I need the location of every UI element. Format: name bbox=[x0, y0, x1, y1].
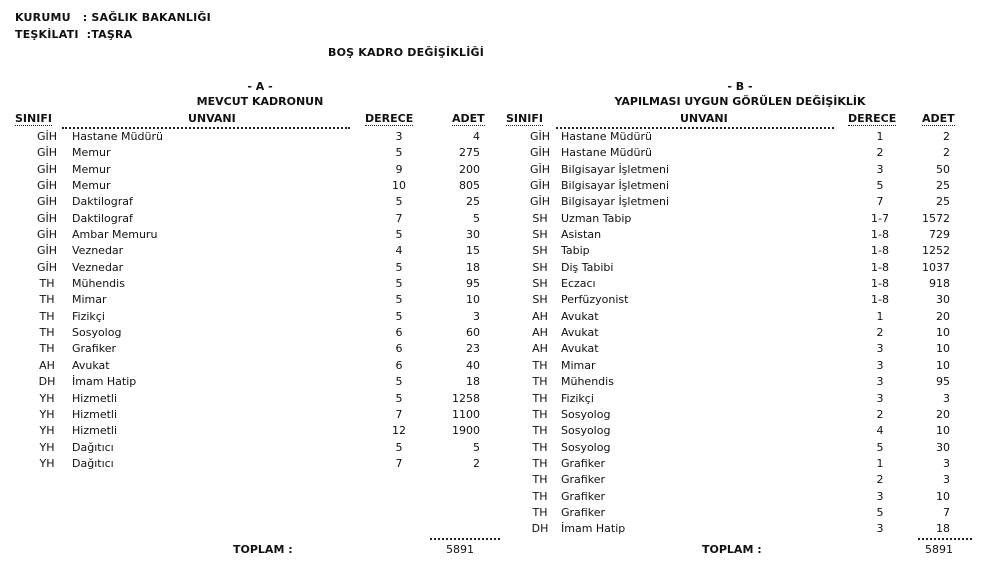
row-derece: 1-8 bbox=[871, 293, 889, 307]
row-sinifi: GİH bbox=[36, 130, 58, 143]
row-unvani: Grafiker bbox=[561, 505, 605, 519]
row-derece: 1-7 bbox=[871, 211, 889, 225]
row-sinifi: GİH bbox=[36, 162, 58, 176]
table-row bbox=[500, 292, 1000, 308]
row-derece: 5 bbox=[395, 277, 403, 291]
row-derece: 3 bbox=[395, 130, 403, 143]
row-unvani: Sosyolog bbox=[561, 407, 611, 421]
row-sinifi: YH bbox=[39, 391, 55, 405]
row-derece: 3 bbox=[876, 342, 884, 356]
row-unvani: Hastane Müdürü bbox=[561, 146, 652, 160]
row-sinifi: GİH bbox=[529, 162, 551, 176]
table-row bbox=[500, 243, 1000, 259]
row-unvani: Sosyolog bbox=[561, 424, 611, 438]
row-unvani: Mühendis bbox=[72, 277, 125, 291]
row-sinifi: GİH bbox=[529, 130, 551, 143]
row-unvani: Hizmetli bbox=[72, 407, 118, 421]
table-row bbox=[0, 260, 500, 276]
section-a-marker: - A - bbox=[247, 80, 273, 93]
row-derece: 10 bbox=[392, 179, 406, 193]
row-sinifi: TH bbox=[532, 424, 548, 438]
row-unvani: Uzman Tabip bbox=[561, 211, 632, 225]
row-adet: 50 bbox=[936, 162, 950, 176]
row-adet: 5 bbox=[473, 211, 480, 225]
table-row bbox=[0, 309, 500, 325]
teskilat-label: TEŞKİLATI bbox=[15, 28, 79, 41]
row-derece: 5 bbox=[395, 309, 403, 323]
row-unvani: Grafiker bbox=[72, 342, 116, 356]
row-sinifi: AH bbox=[532, 326, 548, 340]
col-a-derece: DERECE bbox=[365, 112, 414, 125]
row-derece: 2 bbox=[876, 407, 884, 421]
row-adet: 2 bbox=[943, 146, 950, 160]
row-sinifi: YH bbox=[39, 424, 55, 438]
row-derece: 5 bbox=[395, 440, 403, 454]
row-sinifi: GİH bbox=[36, 244, 58, 258]
row-unvani: Hizmetli bbox=[72, 391, 118, 405]
section-b-title: YAPILMASI UYGUN GÖRÜLEN DEĞİŞİKLİK bbox=[614, 95, 866, 108]
row-unvani: Hastane Müdürü bbox=[72, 130, 163, 143]
table-row bbox=[500, 391, 1000, 407]
table-row bbox=[500, 325, 1000, 341]
row-sinifi: GİH bbox=[529, 195, 551, 209]
row-unvani: Grafiker bbox=[561, 489, 605, 503]
row-sinifi: SH bbox=[532, 211, 548, 225]
row-sinifi: YH bbox=[39, 456, 55, 470]
row-sinifi: SH bbox=[532, 228, 548, 242]
row-unvani: Veznedar bbox=[72, 260, 124, 274]
row-derece: 4 bbox=[395, 244, 403, 258]
row-derece: 5 bbox=[395, 260, 403, 274]
row-adet: 20 bbox=[936, 407, 950, 421]
row-adet: 10 bbox=[936, 326, 950, 340]
row-unvani: Memur bbox=[72, 146, 111, 160]
section-a-title: MEVCUT KADRONUN bbox=[196, 95, 324, 108]
row-derece: 4 bbox=[876, 424, 884, 438]
row-adet: 918 bbox=[929, 277, 950, 291]
kurum-line bbox=[15, 11, 211, 24]
row-sinifi: TH bbox=[532, 505, 548, 519]
row-unvani: Fizikçi bbox=[72, 309, 105, 323]
table-row bbox=[500, 227, 1000, 243]
row-derece: 1 bbox=[876, 309, 884, 323]
row-adet: 805 bbox=[459, 179, 480, 193]
table-row bbox=[0, 243, 500, 259]
table-row bbox=[500, 145, 1000, 161]
document-title: BOŞ KADRO DEĞİŞİKLİĞİ bbox=[328, 46, 485, 59]
row-adet: 729 bbox=[929, 228, 950, 242]
table-row bbox=[0, 391, 500, 407]
row-derece: 3 bbox=[876, 522, 884, 536]
row-sinifi: GİH bbox=[36, 260, 58, 274]
row-unvani: İmam Hatip bbox=[72, 375, 137, 389]
row-sinifi: TH bbox=[532, 375, 548, 389]
row-sinifi: GİH bbox=[36, 195, 58, 209]
row-derece: 1 bbox=[876, 130, 884, 143]
row-sinifi: GİH bbox=[36, 146, 58, 160]
table-row bbox=[0, 178, 500, 194]
table-row bbox=[0, 211, 500, 227]
row-adet: 25 bbox=[466, 195, 480, 209]
row-derece: 5 bbox=[395, 375, 403, 389]
row-adet: 30 bbox=[936, 440, 950, 454]
table-row bbox=[500, 178, 1000, 194]
table-row bbox=[0, 276, 500, 292]
table-row bbox=[0, 194, 500, 210]
row-adet: 18 bbox=[466, 375, 480, 389]
table-row bbox=[500, 374, 1000, 390]
row-adet: 40 bbox=[466, 358, 480, 372]
row-sinifi: TH bbox=[532, 358, 548, 372]
section-b-marker: - B - bbox=[727, 80, 753, 93]
section-a-total-rule bbox=[430, 538, 500, 540]
row-adet: 60 bbox=[466, 326, 480, 340]
row-sinifi: DH bbox=[38, 375, 56, 389]
table-row bbox=[0, 341, 500, 357]
row-adet: 10 bbox=[936, 358, 950, 372]
row-sinifi: SH bbox=[532, 293, 548, 307]
row-unvani: Daktilograf bbox=[72, 211, 133, 225]
table-row bbox=[500, 162, 1000, 178]
table-row bbox=[500, 260, 1000, 276]
row-derece: 9 bbox=[395, 162, 403, 176]
row-unvani: Grafiker bbox=[561, 473, 605, 487]
row-adet: 10 bbox=[936, 489, 950, 503]
table-row bbox=[0, 145, 500, 161]
row-sinifi: TH bbox=[532, 456, 548, 470]
row-adet: 10 bbox=[466, 293, 480, 307]
row-unvani: Memur bbox=[72, 162, 111, 176]
row-sinifi: TH bbox=[39, 309, 55, 323]
row-derece: 2 bbox=[876, 473, 884, 487]
table-row bbox=[0, 358, 500, 374]
row-sinifi: YH bbox=[39, 407, 55, 421]
col-a-sinifi: SINIFI bbox=[15, 112, 52, 125]
row-adet: 25 bbox=[936, 179, 950, 193]
row-adet: 18 bbox=[936, 522, 950, 536]
row-unvani: Veznedar bbox=[72, 244, 124, 258]
row-adet: 3 bbox=[943, 473, 950, 487]
section-b-table bbox=[500, 129, 1000, 538]
row-sinifi: AH bbox=[532, 309, 548, 323]
row-unvani: Ambar Memuru bbox=[72, 228, 158, 242]
table-row bbox=[0, 423, 500, 439]
row-unvani: Dağıtıcı bbox=[72, 456, 114, 470]
row-unvani: Asistan bbox=[561, 228, 602, 242]
row-derece: 3 bbox=[876, 391, 884, 405]
row-sinifi: TH bbox=[39, 277, 55, 291]
row-unvani: Perfüzyonist bbox=[561, 293, 629, 307]
row-adet: 7 bbox=[943, 505, 950, 519]
row-unvani: Diş Tabibi bbox=[561, 260, 614, 274]
table-row bbox=[500, 309, 1000, 325]
table-row bbox=[500, 276, 1000, 292]
col-b-adet: ADET bbox=[922, 112, 955, 125]
row-unvani: Avukat bbox=[561, 342, 599, 356]
table-row bbox=[500, 129, 1000, 145]
row-sinifi: YH bbox=[39, 440, 55, 454]
row-adet: 1900 bbox=[452, 424, 480, 438]
kurum-label: KURUMU bbox=[15, 11, 71, 24]
row-unvani: Daktilograf bbox=[72, 195, 133, 209]
table-row bbox=[500, 521, 1000, 537]
row-sinifi: TH bbox=[39, 293, 55, 307]
table-row bbox=[0, 129, 500, 145]
row-derece: 6 bbox=[395, 326, 403, 340]
table-row bbox=[0, 407, 500, 423]
row-adet: 18 bbox=[466, 260, 480, 274]
row-adet: 1572 bbox=[922, 211, 950, 225]
row-sinifi: TH bbox=[532, 489, 548, 503]
row-sinifi: GİH bbox=[36, 228, 58, 242]
row-adet: 275 bbox=[459, 146, 480, 160]
row-derece: 6 bbox=[395, 342, 403, 356]
table-row bbox=[500, 358, 1000, 374]
row-unvani: Grafiker bbox=[561, 456, 605, 470]
col-b-unvani: UNVANI bbox=[680, 112, 728, 125]
row-derece: 7 bbox=[395, 456, 403, 470]
row-adet: 5 bbox=[473, 440, 480, 454]
row-derece: 6 bbox=[395, 358, 403, 372]
row-unvani: Eczacı bbox=[561, 277, 596, 291]
row-derece: 7 bbox=[395, 407, 403, 421]
row-adet: 3 bbox=[943, 391, 950, 405]
row-derece: 5 bbox=[876, 505, 884, 519]
table-row bbox=[500, 489, 1000, 505]
row-derece: 2 bbox=[876, 146, 884, 160]
table-row bbox=[0, 374, 500, 390]
row-derece: 1-8 bbox=[871, 260, 889, 274]
row-derece: 1-8 bbox=[871, 277, 889, 291]
row-adet: 2 bbox=[473, 456, 480, 470]
row-sinifi: GİH bbox=[36, 211, 58, 225]
row-derece: 3 bbox=[876, 489, 884, 503]
row-derece: 1-8 bbox=[871, 244, 889, 258]
row-adet: 25 bbox=[936, 195, 950, 209]
table-row bbox=[500, 472, 1000, 488]
row-unvani: Avukat bbox=[561, 309, 599, 323]
row-sinifi: GİH bbox=[529, 146, 551, 160]
row-derece: 7 bbox=[876, 195, 884, 209]
table-row bbox=[0, 456, 500, 472]
row-adet: 2 bbox=[943, 130, 950, 143]
row-sinifi: SH bbox=[532, 260, 548, 274]
table-row bbox=[0, 162, 500, 178]
row-unvani: Fizikçi bbox=[561, 391, 594, 405]
col-a-adet: ADET bbox=[452, 112, 485, 125]
section-b-total-value: 5891 bbox=[925, 543, 953, 556]
row-adet: 95 bbox=[466, 277, 480, 291]
row-derece: 3 bbox=[876, 358, 884, 372]
row-adet: 1037 bbox=[922, 260, 950, 274]
section-a-total-label: TOPLAM : bbox=[233, 543, 293, 556]
row-sinifi: TH bbox=[532, 407, 548, 421]
section-b-total-label: TOPLAM : bbox=[702, 543, 762, 556]
section-b-total-rule bbox=[918, 538, 972, 540]
table-row bbox=[500, 456, 1000, 472]
row-sinifi: TH bbox=[39, 342, 55, 356]
row-unvani: Avukat bbox=[72, 358, 110, 372]
row-unvani: Memur bbox=[72, 179, 111, 193]
row-adet: 95 bbox=[936, 375, 950, 389]
row-adet: 10 bbox=[936, 424, 950, 438]
row-adet: 3 bbox=[473, 309, 480, 323]
table-row bbox=[500, 440, 1000, 456]
row-unvani: Bilgisayar İşletmeni bbox=[561, 195, 670, 209]
row-sinifi: DH bbox=[531, 522, 549, 536]
row-unvani: Mühendis bbox=[561, 375, 614, 389]
row-adet: 200 bbox=[459, 162, 480, 176]
row-unvani: Mimar bbox=[561, 358, 596, 372]
row-adet: 30 bbox=[466, 228, 480, 242]
table-row bbox=[500, 341, 1000, 357]
row-adet: 15 bbox=[466, 244, 480, 258]
teskilat-line bbox=[15, 28, 132, 41]
row-derece: 5 bbox=[395, 146, 403, 160]
row-unvani: Hastane Müdürü bbox=[561, 130, 652, 143]
row-unvani: Hizmetli bbox=[72, 424, 118, 438]
row-derece: 5 bbox=[395, 195, 403, 209]
col-a-unvani: UNVANI bbox=[188, 112, 236, 125]
row-derece: 5 bbox=[876, 440, 884, 454]
table-row bbox=[500, 423, 1000, 439]
row-sinifi: TH bbox=[532, 473, 548, 487]
row-unvani: Bilgisayar İşletmeni bbox=[561, 179, 670, 193]
row-adet: 4 bbox=[473, 130, 480, 143]
row-sinifi: TH bbox=[532, 391, 548, 405]
row-derece: 5 bbox=[395, 293, 403, 307]
row-adet: 20 bbox=[936, 309, 950, 323]
row-sinifi: AH bbox=[39, 358, 55, 372]
row-sinifi: GİH bbox=[36, 179, 58, 193]
row-derece: 12 bbox=[392, 424, 406, 438]
table-row bbox=[0, 325, 500, 341]
section-a-total-value: 5891 bbox=[446, 543, 474, 556]
col-b-sinifi: SINIFI bbox=[506, 112, 543, 125]
row-derece: 5 bbox=[395, 228, 403, 242]
row-unvani: Mimar bbox=[72, 293, 107, 307]
row-adet: 23 bbox=[466, 342, 480, 356]
row-adet: 1258 bbox=[452, 391, 480, 405]
teskilat-value: :TAŞRA bbox=[86, 28, 133, 41]
row-unvani: İmam Hatip bbox=[561, 522, 626, 536]
row-derece: 2 bbox=[876, 326, 884, 340]
row-derece: 3 bbox=[876, 375, 884, 389]
table-row bbox=[500, 194, 1000, 210]
row-unvani: Sosyolog bbox=[561, 440, 611, 454]
table-row bbox=[500, 211, 1000, 227]
row-sinifi: AH bbox=[532, 342, 548, 356]
row-derece: 1-8 bbox=[871, 228, 889, 242]
table-row bbox=[0, 227, 500, 243]
row-unvani: Sosyolog bbox=[72, 326, 122, 340]
row-derece: 1 bbox=[876, 456, 884, 470]
table-row bbox=[0, 440, 500, 456]
col-b-derece: DERECE bbox=[848, 112, 897, 125]
row-unvani: Bilgisayar İşletmeni bbox=[561, 162, 670, 176]
table-row bbox=[500, 505, 1000, 521]
table-row bbox=[500, 407, 1000, 423]
row-adet: 10 bbox=[936, 342, 950, 356]
kurum-value: : SAĞLIK BAKANLIĞI bbox=[82, 11, 211, 24]
row-derece: 5 bbox=[395, 391, 403, 405]
row-sinifi: TH bbox=[532, 440, 548, 454]
row-unvani: Dağıtıcı bbox=[72, 440, 114, 454]
table-row bbox=[0, 292, 500, 308]
section-a-table bbox=[0, 129, 500, 472]
row-adet: 1252 bbox=[922, 244, 950, 258]
row-sinifi: SH bbox=[532, 244, 548, 258]
row-derece: 7 bbox=[395, 211, 403, 225]
row-derece: 5 bbox=[876, 179, 884, 193]
row-derece: 3 bbox=[876, 162, 884, 176]
row-sinifi: TH bbox=[39, 326, 55, 340]
row-unvani: Avukat bbox=[561, 326, 599, 340]
row-adet: 1100 bbox=[452, 407, 480, 421]
row-unvani: Tabip bbox=[561, 244, 590, 258]
row-sinifi: SH bbox=[532, 277, 548, 291]
row-adet: 30 bbox=[936, 293, 950, 307]
row-adet: 3 bbox=[943, 456, 950, 470]
row-sinifi: GİH bbox=[529, 179, 551, 193]
